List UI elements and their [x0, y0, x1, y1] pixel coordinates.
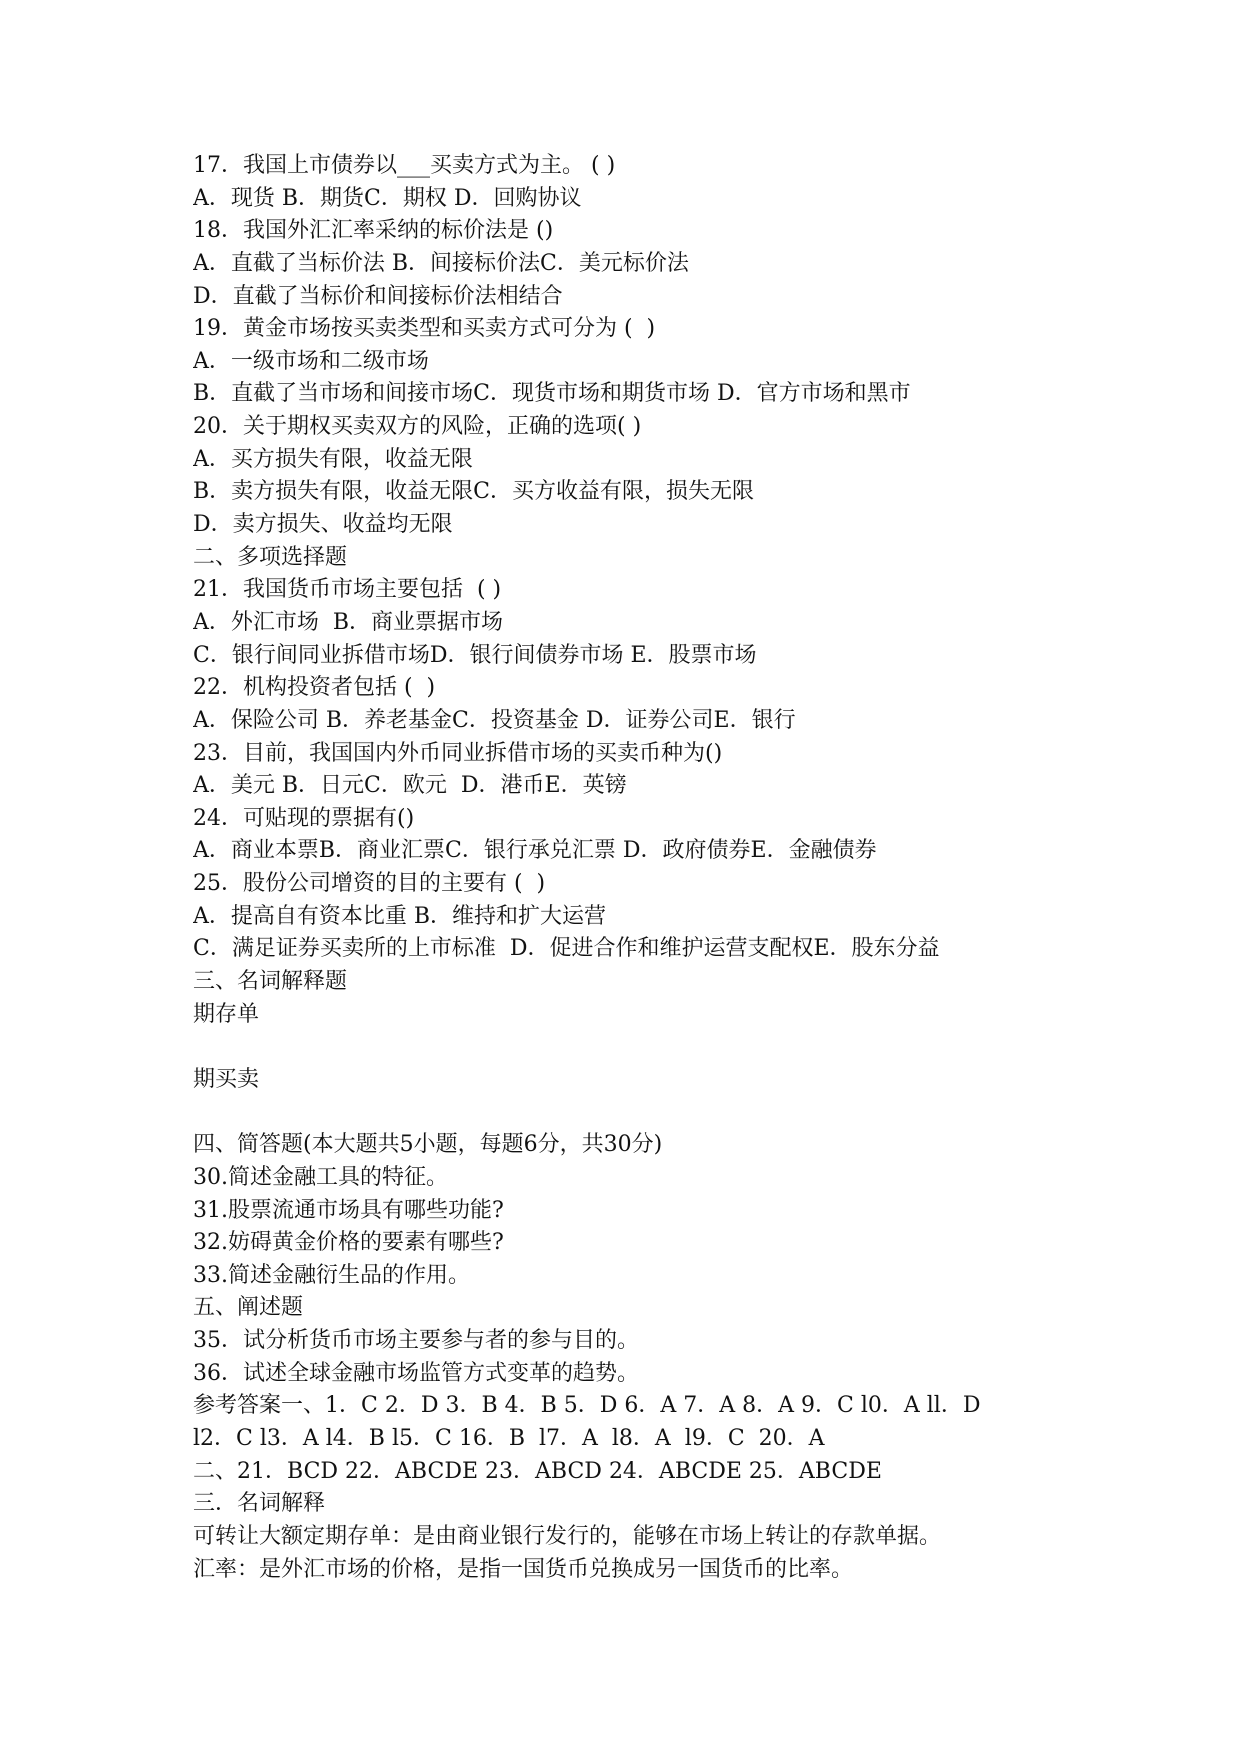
text-line: B．卖方损失有限，收益无限C．买方收益有限，损失无限 [193, 479, 755, 505]
text-line: 五、阐述题 [193, 1295, 304, 1321]
text-line: 18．我国外汇汇率采纳的标价法是 () [193, 218, 554, 244]
text-line: 24．可贴现的票据有() [193, 805, 415, 831]
text-line: A．现货 B．期货C．期权 D．回购协议 [193, 185, 582, 211]
text-line: 期存单 [193, 1001, 260, 1027]
text-line: 19．黄金市场按买卖类型和买卖方式可分为 ( ) [193, 316, 656, 342]
text-line: A．商业本票B．商业汇票C．银行承兑汇票 D．政府债券E．金融债券 [193, 838, 877, 864]
document-text-body [193, 150, 1203, 1586]
text-line: 36．试述全球金融市场监管方式变革的趋势。 [193, 1360, 639, 1386]
text-line: 25．股份公司增资的目的主要有 ( ) [193, 871, 546, 897]
text-line: A．一级市场和二级市场 [193, 348, 429, 374]
text-line: l2．C l3．A l4．B l5．C 16．B l7．A l8．A l9．C 20．A [193, 1425, 825, 1451]
text-line: 17．我国上市债券以___买卖方式为主。 ( ) [193, 153, 616, 178]
text-line [193, 1097, 1203, 1130]
text-line: C．满足证券买卖所的上市标准 D．促进合作和维护运营支配权E．股东分益 [193, 936, 940, 962]
text-line: 32.妨碍黄金价格的要素有哪些? [193, 1230, 504, 1256]
text-line: 31.股票流通市场具有哪些功能? [193, 1197, 504, 1223]
text-line: A．买方损失有限，收益无限 [193, 446, 473, 472]
text-line: 可转让大额定期存单：是由商业银行发行的，能够在市场上转让的存款单据。 [193, 1523, 942, 1549]
text-line: 20．关于期权买卖双方的风险，正确的选项( ) [193, 414, 642, 440]
text-line: 33.简述金融衍生品的作用。 [193, 1262, 470, 1288]
text-line: 22．机构投资者包括 ( ) [193, 675, 436, 701]
text-line: A．外汇市场 B．商业票据市场 [193, 609, 504, 635]
text-line: 二、多项选择题 [193, 544, 348, 570]
text-line: 期买卖 [193, 1066, 260, 1092]
text-line: 参考答案一、1．C 2．D 3．B 4．B 5．D 6．A 7．A 8．A 9．C l0．A ll．D [193, 1393, 981, 1419]
text-line: C．银行间同业拆借市场D．银行间债券市场 E．股票市场 [193, 642, 757, 668]
text-line: A．美元 B．日元C．欧元 D．港币E．英镑 [193, 773, 627, 799]
text-line: D．直截了当标价和间接标价法相结合 [193, 283, 563, 309]
text-line: 23．目前，我国国内外币同业拆借市场的买卖币种为() [193, 740, 723, 766]
text-line: 30.简述金融工具的特征。 [193, 1164, 448, 1190]
text-line: D．卖方损失、收益均无限 [193, 512, 453, 538]
text-line: 汇率：是外汇市场的价格，是指一国货币兑换成另一国货币的比率。 [193, 1556, 854, 1582]
text-line: A．保险公司 B．养老基金C．投资基金 D．证券公司E．银行 [193, 707, 796, 733]
text-line: A．提高自有资本比重 B．维持和扩大运营 [193, 903, 607, 929]
text-line: 二、21．BCD 22．ABCDE 23．ABCD 24．ABCDE 25．ABCDE [193, 1458, 882, 1484]
text-line [193, 1031, 1203, 1064]
text-line: 35．试分析货币市场主要参与者的参与目的。 [193, 1328, 639, 1354]
text-line: B．直截了当市场和间接市场C．现货市场和期货市场 D．官方市场和黑市 [193, 381, 911, 407]
text-line: 21．我国货币市场主要包括 ( ) [193, 577, 502, 603]
text-line: 三．名词解释 [193, 1491, 326, 1517]
text-line: 四、简答题(本大题共5小题，每题6分，共30分) [193, 1132, 663, 1158]
text-line: A．直截了当标价法 B．间接标价法C．美元标价法 [193, 250, 689, 276]
text-line: 三、名词解释题 [193, 969, 348, 995]
